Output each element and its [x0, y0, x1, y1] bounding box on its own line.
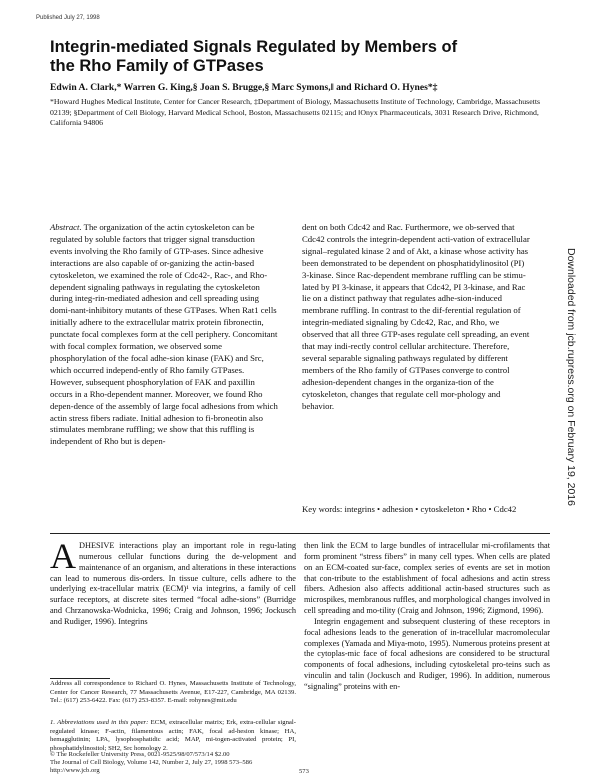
section-divider — [50, 533, 550, 534]
body-paragraph-1: then link the ECM to large bundles of intracellular mi-crofilaments that form prominent “stress fibers” in many cell types. When cells are plated on an ECM-coated sur-face, complex series of events are set in motion that con-tribute to the establishment of focal adhesions and actin stress fibers. Adhesion also affects additional actin-based structures such as microspikes, membranous ruffles, and morphological changes involved in cell spreading and mo-tility (Craig and Johnson, 1996; Zigmond, 1996). — [304, 541, 550, 616]
author-list: Edwin A. Clark,* Warren G. King,§ Joan S. Brugge,§ Marc Symons,‖ and Richard O. Hynes*‡ — [50, 82, 438, 93]
abbreviations-label: 1. Abbreviations used in this paper: — [50, 719, 149, 726]
abstract-right-column: dent on both Cdc42 and Rac. Furthermore, we ob-served that Cdc42 controls the integrin-dependent acti-vation of extracellular signal–regulated kinase 2 and of Akt, a kinase whose activity has been demonstrated to be dependent on phosphatidylinositol (PI) 3-kinase. Since Rac-dependent membrane ruffling can be stimu-lated by PI 3-kinase, it appears that Cdc42, PI 3-kinase, and Rac lie on a distinct pathway that regulates adhe-sion-induced membrane ruffling. In contrast to the dif-ferential regulation of integrin-mediated signaling by Cdc42, Rac, and Rho, we observed that all three GTP-ases regulate cell spreading, an event that may indi-rectly control cellular architecture. Therefore, several separable signaling pathways regulated by different members of the Rho family of GTPases converge to control adhesion-dependent changes in the organiza-tion of the cytoskeleton, changes that regulate cell mor-phology and behavior. — [302, 222, 530, 411]
abstract-text-left: The organization of the actin cytoskeleton can be regulated by soluble factors that trigger signal transduction events involving the Rho family of GTP-ases. Since adhesive interactions are also capable of or-ganizing the actin-based cytoskeleton, we examined the role of Cdc42-, Rac-, and Rho-dependent signaling pathways in regulating the cytoskeleton during integ-rin-mediated adhesion and cell spreading using domi-nant-inhibitory mutants of these GTPases. When Rat1 cells initially adhere to the extracellular matrix protein fibronectin, punctate focal complexes form at the cell periphery. Concomitant with focal complex formation, we observed some phosphorylation of the focal adhe-sion kinase (FAK) and Src, which occurred independ-ently of Rho family GTPases. However, subsequent phosphorylation of FAK and paxillin occurs in a Rho-dependent manner. Moreover, we found Rho depen-dence of the assembly of large focal adhesions from which actin stress fibers radiate. Initial adhesion to fi-broneotin also stimulates membrane ruffling; we show that this ruffling is independent of Rho but is depen- — [50, 222, 278, 447]
body-paragraph-2: Integrin engagement and subsequent clustering of these receptors in focal adhesions leads to the generation of in-tracellular macromolecular complexes (Yamada and Miya-moto, 1995). Numerous proteins present at the cytoplas-mic face of focal adhesions are considered to be structural components of focal adhesions, including cytoskeletal pro-teins such as vinculin and talin (Jockusch and Rudiger, 1996). In addition, numerous “signaling” proteins with en- — [304, 616, 550, 691]
abstract-left-column — [50, 222, 278, 448]
footnote-divider — [50, 678, 110, 679]
body-text-left: interactions play an important role in regu-lating numerous cellular functions during the de-velopment and maintenance of an organism, and alterations in these interactions can lead to numerous dis-orders. In tissue culture, cells adhere to the underlying ex-tracellular matrix (ECM)¹ via integrins, a family of cell surface receptors, at discrete sites termed “focal adhe-sions” (Burridge and Chrzanowska-Wodnicka, 1996; Craig and Johnson, 1996; Jockusch and Rudiger, 1996). Integrins — [50, 541, 296, 626]
abbreviations-text: ECM, extracellular matrix; Erk, extra-cellular signal-regulated kinase; F-actin, filamentous actin; FAK, focal ad-hesion kinase; HA, hemagglutinin; LPA, lysophosphatidic acid; MAP, mi-togen-activated protein; PI, phosphatidylinositol; SH2, Src homology 2. — [50, 719, 296, 752]
correspondence-note: Address all correspondence to Richard O. Hynes, Massachusetts Institute of Technology, Center for Cancer Research, 77 Massachusetts Avenue, E17-227, Cambridge, MA 02139. Tel.: (617) 253-6422. Fax: (617) 253-8357. E-mail: rohynes@mit.edu — [50, 680, 296, 705]
affiliations: *Howard Hughes Medical Institute, Center for Cancer Research, ‡Department of Biology, Massachusetts Institute of Technology, Cambridge, Massachusetts 02139; §Department of Cell Biology, Harvard Medical School, Boston, Massachusetts 02115; and ‖Onyx Pharmaceuticals, 3031 Research Drive, Richmond, California 94806 — [50, 97, 541, 128]
keywords: Key words: integrins • adhesion • cytoskeleton • Rho • Cdc42 — [302, 504, 517, 514]
journal-line: The Journal of Cell Biology, Volume 142, Number 2, July 27, 1998 573–586 — [50, 758, 253, 766]
paper-title: Integrin-mediated Signals Regulated by Members of the Rho Family of GTPases — [50, 38, 458, 75]
published-date: Published July 27, 1998 — [36, 15, 100, 21]
abbreviations-note — [50, 719, 296, 753]
footer — [50, 751, 252, 774]
page-number: 573 — [299, 768, 309, 775]
body-left-column — [50, 536, 296, 628]
lead-word: DHESIVE — [79, 541, 115, 550]
copyright-line: © The Rockefeller University Press, 0021-9525/98/07/573/14 $2.00 — [50, 751, 230, 758]
abstract-heading: Abstract. — [50, 222, 82, 232]
download-watermark-text: Downloaded from jcb.rupress.org on February 19, 2016 — [565, 248, 577, 506]
drop-cap: A — [50, 536, 76, 576]
download-watermark — [564, 236, 578, 518]
body-right-column — [304, 541, 550, 693]
journal-url[interactable]: http://www.jcb.org — [50, 766, 100, 774]
